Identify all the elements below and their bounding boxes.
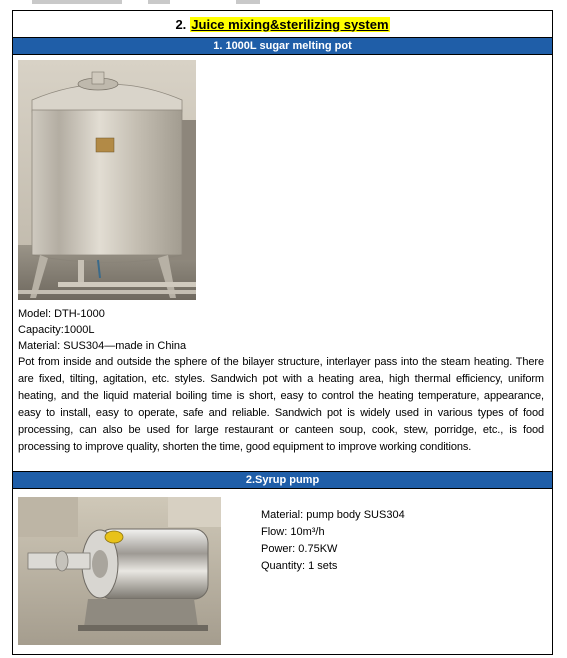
spec-power: Power: 0.75KW <box>261 543 338 555</box>
spec-flow: Flow: 10m³/h <box>261 526 325 538</box>
top-strip-segment <box>32 0 122 4</box>
sugar-pot-description: Pot from inside and outside the sphere of the bilayer structure, interlayer pass into the steam heating. There are fixed, tilting, agitation, etc. styles. Sandwich pot with a heating area, high thermal efficiency, uniform heating, and the liquid material boiling time is short, easy to control the heating temperature, appearance, easy to install, easy to operate, safe and reliable. Sandwich pot is widely used in various types of food processing, can also be used for large restaurant or canteen soup, cook, stew, porridge, etc., is food processing to improve quality, shorten the time, good equipment to improve working conditions. <box>18 356 544 453</box>
spec-capacity: Capacity:1000L <box>18 324 95 336</box>
spec-pump-material: Material: pump body SUS304 <box>261 509 405 521</box>
document-table <box>12 10 553 655</box>
syrup-pump-specs <box>261 507 405 575</box>
sugar-melting-pot-image <box>18 60 196 300</box>
sugar-pot-specs <box>18 306 186 354</box>
top-strip <box>0 0 567 6</box>
syrup-pump-image <box>18 497 221 645</box>
subsection-header-sugar-pot: 1. 1000L sugar melting pot <box>13 38 552 55</box>
top-strip-segment <box>148 0 170 4</box>
section-title-text: Juice mixing&sterilizing system <box>191 16 389 32</box>
spec-model: Model: DTH-1000 <box>18 308 105 320</box>
spec-material: Material: SUS304—made in China <box>18 340 187 352</box>
section-number: 2. <box>175 16 187 32</box>
subsection-header-syrup-pump: 2.Syrup pump <box>13 472 552 489</box>
spec-quantity: Quantity: 1 sets <box>261 560 338 572</box>
section-title <box>13 11 552 38</box>
top-strip-segment <box>236 0 260 4</box>
